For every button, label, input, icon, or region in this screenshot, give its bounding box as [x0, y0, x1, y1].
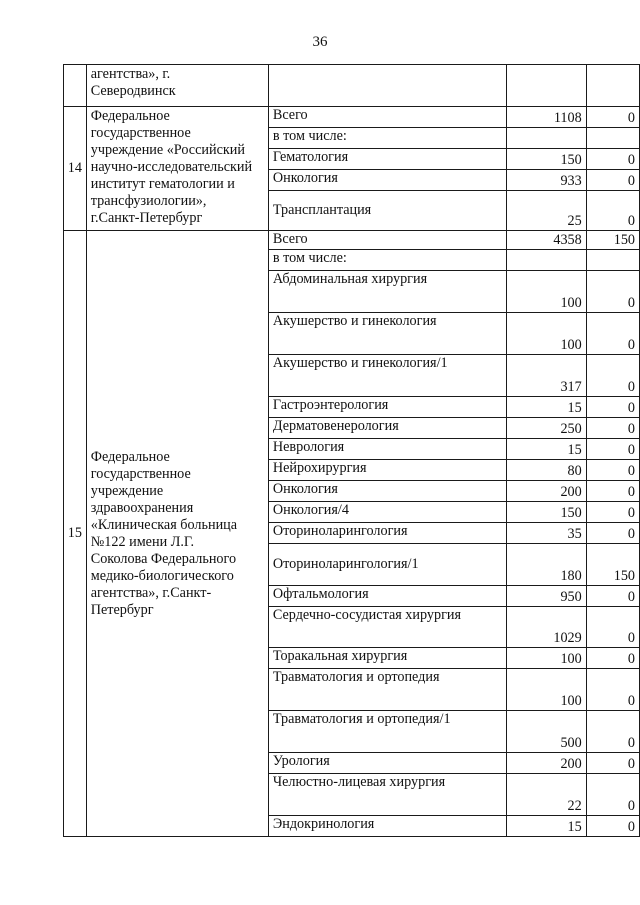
organization-line: государственное — [90, 465, 191, 482]
table-body — [64, 65, 640, 837]
beds-cell: 100 — [507, 271, 587, 313]
extra-beds-cell: 0 — [586, 816, 639, 837]
beds-cell: 100 — [507, 313, 587, 355]
beds-cell: 100 — [507, 648, 587, 669]
table-row — [64, 107, 640, 128]
organization-line: Петербург — [90, 601, 154, 618]
organization-line: Федеральное — [90, 108, 170, 124]
beds-table — [63, 64, 640, 837]
extra-beds-cell: 0 — [586, 648, 639, 669]
extra-beds-cell: 150 — [586, 231, 639, 250]
organization-cell — [86, 231, 268, 837]
beds-cell: 250 — [507, 418, 587, 439]
beds-cell: 500 — [507, 711, 587, 753]
profile-cell: Оториноларингология — [268, 523, 506, 544]
row-number — [64, 65, 87, 107]
profile-cell: в том числе: — [268, 250, 506, 271]
profile-cell: Нейрохирургия — [268, 460, 506, 481]
extra-beds-cell: 0 — [586, 313, 639, 355]
extra-beds-cell: 0 — [586, 607, 639, 648]
page-number: 36 — [312, 34, 328, 50]
extra-beds-cell: 0 — [586, 191, 639, 231]
beds-cell: 200 — [507, 481, 587, 502]
profile-cell: Акушерство и гинекология — [268, 313, 506, 355]
profile-cell: Неврология — [268, 439, 506, 460]
extra-beds-cell — [586, 250, 639, 271]
organization-line: Северодвинск — [90, 83, 176, 99]
organization-line: агентства», г. — [90, 66, 171, 82]
profile-cell: Гастроэнтерология — [268, 397, 506, 418]
beds-cell: 15 — [507, 439, 587, 460]
profile-cell — [268, 65, 506, 107]
profile-cell: Сердечно-сосудистая хирургия — [268, 607, 506, 648]
organization-line: институт гематологии и — [90, 176, 235, 192]
table-row — [64, 65, 640, 107]
organization-line: Соколова Федерального — [90, 550, 237, 567]
profile-cell: Торакальная хирургия — [268, 648, 506, 669]
extra-beds-cell: 0 — [586, 502, 639, 523]
beds-cell: 22 — [507, 774, 587, 816]
beds-cell: 933 — [507, 170, 587, 191]
profile-cell: Абдоминальная хирургия — [268, 271, 506, 313]
extra-beds-cell: 0 — [586, 481, 639, 502]
profile-cell: в том числе: — [268, 128, 506, 149]
profile-cell: Травматология и ортопедия/1 — [268, 711, 506, 753]
beds-cell: 1029 — [507, 607, 587, 648]
profile-cell: Всего — [268, 231, 506, 250]
beds-cell: 25 — [507, 191, 587, 231]
extra-beds-cell: 0 — [586, 355, 639, 397]
profile-cell: Онкология — [268, 481, 506, 502]
beds-cell: 80 — [507, 460, 587, 481]
profile-cell: Урология — [268, 753, 506, 774]
beds-cell: 317 — [507, 355, 587, 397]
profile-cell: Офтальмология — [268, 586, 506, 607]
profile-cell: Трансплантация — [268, 191, 506, 231]
profile-cell: Онкология — [268, 170, 506, 191]
beds-cell: 950 — [507, 586, 587, 607]
beds-cell: 15 — [507, 397, 587, 418]
beds-cell: 150 — [507, 149, 587, 170]
organization-line: медико-биологического — [90, 567, 234, 584]
profile-cell: Акушерство и гинекология/1 — [268, 355, 506, 397]
extra-beds-cell: 0 — [586, 523, 639, 544]
extra-beds-cell: 0 — [586, 149, 639, 170]
profile-cell: Челюстно-лицевая хирургия — [268, 774, 506, 816]
extra-beds-cell: 0 — [586, 711, 639, 753]
extra-beds-cell — [586, 128, 639, 149]
organization-line: научно-исследовательский — [90, 159, 253, 175]
organization-line: №122 имени Л.Г. — [90, 533, 195, 550]
beds-cell — [507, 250, 587, 271]
profile-cell: Оториноларингология/1 — [268, 544, 506, 586]
organization-cell — [86, 65, 268, 107]
extra-beds-cell: 0 — [586, 774, 639, 816]
beds-cell: 150 — [507, 502, 587, 523]
profile-cell: Дерматовенерология — [268, 418, 506, 439]
organization-line: г.Санкт-Петербург — [90, 210, 203, 226]
extra-beds-cell: 0 — [586, 586, 639, 607]
extra-beds-cell: 0 — [586, 397, 639, 418]
extra-beds-cell: 0 — [586, 271, 639, 313]
extra-beds-cell: 0 — [586, 418, 639, 439]
extra-beds-cell: 150 — [586, 544, 639, 586]
beds-cell — [507, 65, 587, 107]
extra-beds-cell: 0 — [586, 170, 639, 191]
profile-cell: Онкология/4 — [268, 502, 506, 523]
extra-beds-cell: 0 — [586, 669, 639, 711]
organization-line: учреждение — [90, 482, 164, 499]
profile-cell: Эндокринология — [268, 816, 506, 837]
beds-cell: 35 — [507, 523, 587, 544]
beds-cell: 100 — [507, 669, 587, 711]
organization-line: «Клиническая больница — [90, 516, 238, 533]
extra-beds-cell: 0 — [586, 460, 639, 481]
organization-line: трансфузиологии», — [90, 193, 207, 209]
organization-line: Федеральное — [90, 448, 170, 465]
row-number: 14 — [64, 107, 87, 231]
row-number: 15 — [64, 231, 87, 837]
organization-line: учреждение «Российский — [90, 142, 245, 158]
extra-beds-cell: 0 — [586, 107, 639, 128]
profile-cell: Всего — [268, 107, 506, 128]
organization-line: агентства», г.Санкт- — [90, 584, 212, 601]
beds-cell — [507, 128, 587, 149]
beds-cell: 1108 — [507, 107, 587, 128]
beds-cell: 200 — [507, 753, 587, 774]
profile-cell: Травматология и ортопедия — [268, 669, 506, 711]
organization-line: здравоохранения — [90, 499, 194, 516]
extra-beds-cell: 0 — [586, 753, 639, 774]
table-row — [64, 231, 640, 250]
beds-cell: 4358 — [507, 231, 587, 250]
organization-line: государственное — [90, 125, 191, 141]
extra-beds-cell: 0 — [586, 439, 639, 460]
profile-cell: Гематология — [268, 149, 506, 170]
organization-cell — [86, 107, 268, 231]
beds-cell: 180 — [507, 544, 587, 586]
beds-cell: 15 — [507, 816, 587, 837]
extra-beds-cell — [586, 65, 639, 107]
